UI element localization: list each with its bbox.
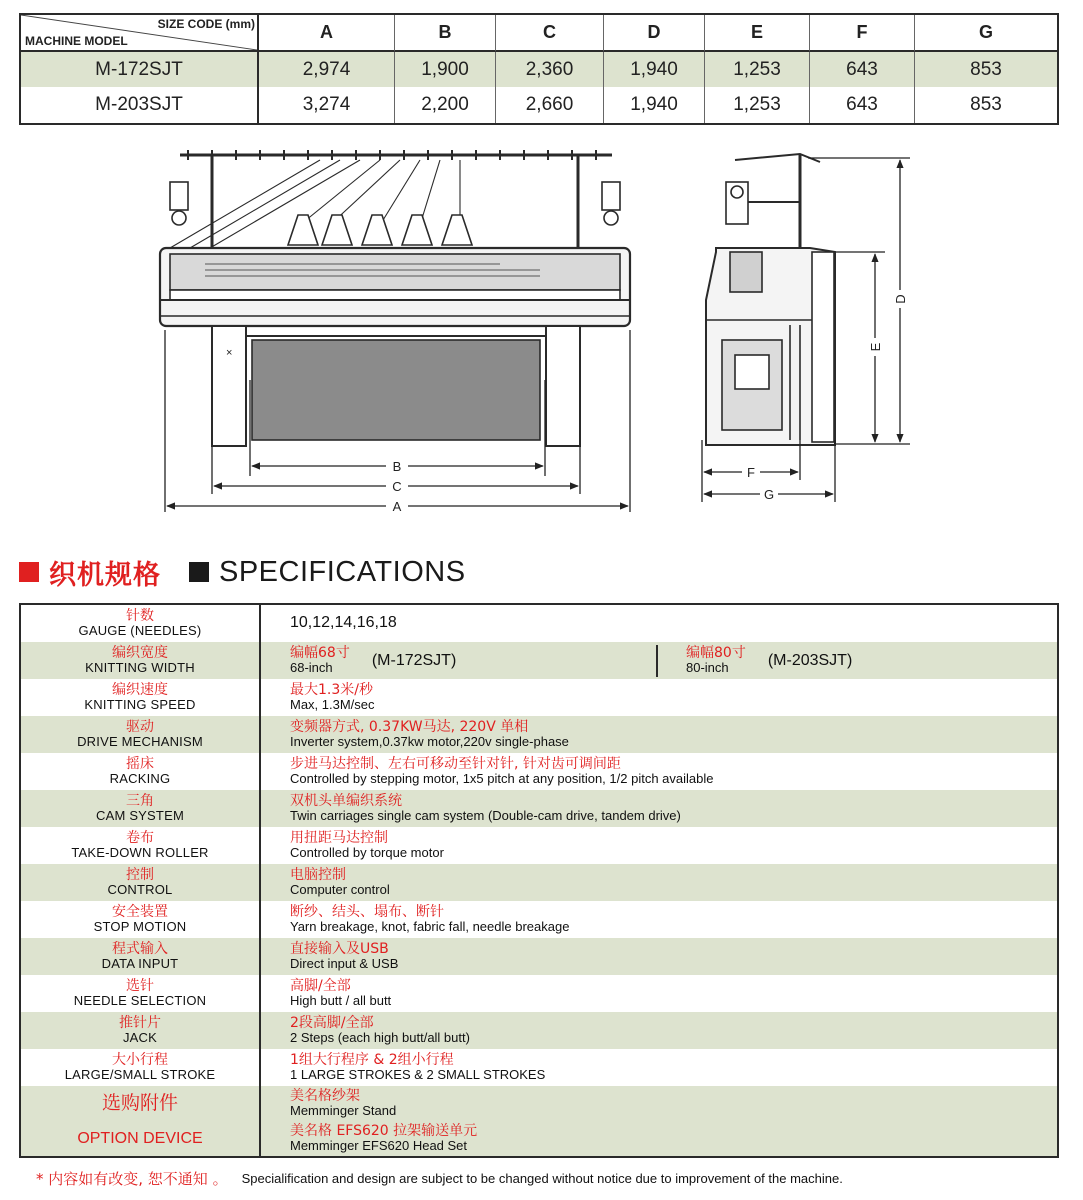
label-cn: 选针 [126, 978, 154, 995]
spec-row-stop-motion [21, 901, 1057, 938]
spec-label [21, 938, 261, 975]
column-header-b: B [395, 15, 496, 52]
option-2-cn: 美名格 EFS620 拉架输送单元 [290, 1122, 478, 1139]
spec-label [21, 753, 261, 790]
dimension-label-b: B [392, 459, 402, 474]
spec-label [21, 679, 261, 716]
width-en: 80-inch [686, 660, 729, 676]
value-cn: 双机头单编织系统 [290, 792, 402, 809]
value-cell: 1,900 [395, 52, 496, 87]
column-header-c: C [496, 15, 604, 52]
value-en: Direct input & USB [290, 956, 399, 972]
footer-en: Specialification and design are subject to be changed without notice due to improvement of the machine. [241, 1171, 843, 1186]
value-cell: 2,360 [496, 52, 604, 87]
specifications-heading [19, 555, 466, 589]
column-header-e: E [705, 15, 810, 52]
footer-note [36, 1168, 843, 1189]
spec-value [261, 901, 1057, 938]
spec-value [261, 716, 1057, 753]
value-cell: 1,253 [705, 87, 810, 123]
side-view [706, 154, 835, 445]
knitting-width-values [261, 642, 1057, 679]
size-code-label: SIZE CODE (mm) [157, 17, 255, 31]
spec-value [261, 1049, 1057, 1086]
footer-cn: * 内容如有改变, 恕不通知 。 [36, 1170, 228, 1188]
label-en: RACKING [109, 771, 171, 787]
label-en: KNITTING WIDTH [85, 660, 195, 676]
spec-label [21, 1086, 261, 1156]
label-cn: 安全装置 [112, 904, 168, 921]
dimension-label-a: A [392, 499, 402, 514]
spec-label [21, 790, 261, 827]
width-divider [656, 645, 658, 677]
option-1-en: Memminger Stand [290, 1103, 397, 1119]
table-row [21, 52, 1057, 87]
spec-row-stroke [21, 1049, 1057, 1086]
spec-label [21, 864, 261, 901]
value-cn: 用扭距马达控制 [290, 829, 388, 846]
spec-value [261, 1012, 1057, 1049]
spec-value [261, 938, 1057, 975]
dimension-label-c: C [392, 479, 402, 494]
label-cn: 程式输入 [112, 941, 168, 958]
dimension-header-row [21, 15, 1057, 52]
column-header-f: F [810, 15, 915, 52]
label-en: CAM SYSTEM [96, 808, 184, 824]
spec-label [21, 642, 261, 679]
spec-row-gauge [21, 605, 1057, 642]
label-cn: 选购附件 [101, 1092, 178, 1115]
label-en: CONTROL [107, 882, 173, 898]
value-cell: 3,274 [259, 87, 395, 123]
spec-label [21, 605, 261, 642]
label-en: KNITTING SPEED [84, 697, 196, 713]
value-cell: 1,940 [604, 52, 705, 87]
value-cn: 2段高脚/全部 [290, 1014, 374, 1031]
spec-row-drive [21, 716, 1057, 753]
value-cell: 853 [970, 94, 1002, 115]
value-cn: 最大1.3米/秒 [290, 681, 373, 698]
value-cell: 643 [810, 52, 915, 87]
dimension-label-d: D [893, 294, 908, 304]
spec-row-data-input [21, 938, 1057, 975]
column-header-g: G [915, 15, 1057, 52]
dimension-table [19, 13, 1059, 125]
width-option-68 [261, 642, 656, 679]
width-option-80 [686, 642, 852, 679]
spec-row-jack [21, 1012, 1057, 1049]
value-cn: 断纱、结头、塌布、断针 [290, 903, 444, 920]
width-model: (M-172SJT) [371, 651, 457, 669]
width-en: 68-inch [290, 660, 333, 676]
size-code-header-cell [21, 15, 259, 52]
value-cn: 高脚/全部 [290, 977, 351, 994]
spec-row-needle-selection [21, 975, 1057, 1012]
spec-label [21, 827, 261, 864]
label-cn: 驱动 [126, 719, 154, 736]
value-en: 2 Steps (each high butt/all butt) [290, 1030, 470, 1046]
spec-value [261, 753, 1057, 790]
model-cell: M-172SJT [21, 52, 259, 87]
spec-row-racking [21, 753, 1057, 790]
value-cn: 1组大行程序 & 2组小行程 [290, 1051, 454, 1068]
spec-value [261, 679, 1057, 716]
black-square-bullet [189, 562, 209, 582]
label-cn: 编织速度 [112, 682, 168, 699]
spec-row-knitting-width [21, 642, 1057, 679]
spec-row-optional [21, 1086, 1057, 1156]
option-1-cn: 美名格纱架 [290, 1087, 360, 1104]
spec-value [261, 1086, 1057, 1156]
gauge-value: 10,12,14,16,18 [290, 614, 397, 632]
machine-model-label: MACHINE MODEL [25, 34, 128, 48]
value-en: Computer control [290, 882, 390, 898]
label-cn: 大小行程 [112, 1052, 168, 1069]
label-cn: 控制 [126, 867, 154, 884]
spec-value [261, 975, 1057, 1012]
spec-row-cam [21, 790, 1057, 827]
spec-label [21, 901, 261, 938]
label-cn: 编织宽度 [112, 645, 168, 662]
value-cn: 直接输入及USB [290, 940, 389, 957]
label-en: JACK [122, 1030, 158, 1046]
value-en: Controlled by stepping motor, 1x5 pitch at any position, 1/2 pitch available [290, 771, 714, 787]
label-cn: 三角 [126, 793, 154, 810]
value-cn: 步进马达控制、左右可移动至针对针, 针对齿可调间距 [290, 755, 621, 772]
value-cn: 变频器方式, 0.37KW马达, 220V 单相 [290, 718, 529, 735]
dimension-label-g: G [763, 487, 775, 502]
option-2-en: Memminger EFS620 Head Set [290, 1138, 468, 1154]
label-en: TAKE-DOWN ROLLER [71, 845, 209, 861]
specifications-table [19, 603, 1059, 1158]
label-en: OPTION DEVICE [77, 1129, 203, 1147]
spec-value [261, 605, 1057, 642]
spec-row-knitting-speed [21, 679, 1057, 716]
value-cell: 2,200 [395, 87, 496, 123]
value-en: Inverter system,0.37kw motor,220v single-phase [290, 734, 569, 750]
model-cell: M-203SJT [21, 87, 259, 123]
value-en: Controlled by torque motor [290, 845, 444, 861]
spec-label [21, 1012, 261, 1049]
value-cell: 853 [970, 58, 1002, 80]
heading-english: SPECIFICATIONS [219, 555, 466, 588]
label-cn: 推针片 [119, 1015, 161, 1032]
value-cell: 2,974 [259, 52, 395, 87]
machine-dimension-drawing [0, 140, 1083, 520]
svg-text:×: × [226, 347, 233, 359]
value-cn: 电脑控制 [290, 866, 346, 883]
spec-value [261, 790, 1057, 827]
width-model: (M-203SJT) [767, 651, 853, 669]
column-header-a: A [259, 15, 395, 52]
value-en: Twin carriages single cam system (Double-cam drive, tandem drive) [290, 808, 681, 824]
table-row [21, 87, 1057, 123]
spec-value [261, 864, 1057, 901]
label-en: DRIVE MECHANISM [77, 734, 203, 750]
spec-row-takedown [21, 827, 1057, 864]
label-en: DATA INPUT [101, 956, 179, 972]
spec-value [261, 827, 1057, 864]
width-cn: 编幅80寸 [686, 644, 746, 661]
label-cn: 针数 [126, 608, 154, 625]
value-cell: 1,940 [604, 87, 705, 123]
front-view [160, 150, 630, 446]
value-en: Yarn breakage, knot, fabric fall, needle breakage [290, 919, 570, 935]
label-en: STOP MOTION [93, 919, 187, 935]
label-en: GAUGE (NEEDLES) [78, 623, 202, 639]
label-en: NEEDLE SELECTION [73, 993, 207, 1009]
value-en: High butt / all butt [290, 993, 392, 1009]
red-square-bullet [19, 562, 39, 582]
width-cn: 编幅68寸 [290, 644, 350, 661]
label-cn: 摇床 [126, 756, 154, 773]
value-cell: 643 [810, 87, 915, 123]
value-cell: 2,660 [496, 87, 604, 123]
column-header-d: D [604, 15, 705, 52]
spec-label [21, 1049, 261, 1086]
dimension-label-f: F [747, 465, 755, 480]
heading-chinese: 织机规格 [49, 559, 161, 591]
spec-row-control [21, 864, 1057, 901]
value-en: 1 LARGE STROKES & 2 SMALL STROKES [290, 1067, 546, 1083]
spec-label [21, 975, 261, 1012]
label-cn: 卷布 [126, 830, 154, 847]
dimension-label-e: E [868, 342, 883, 352]
value-en: Max, 1.3M/sec [290, 697, 375, 713]
value-cell: 1,253 [705, 52, 810, 87]
spec-label [21, 716, 261, 753]
label-en: LARGE/SMALL STROKE [64, 1067, 216, 1083]
